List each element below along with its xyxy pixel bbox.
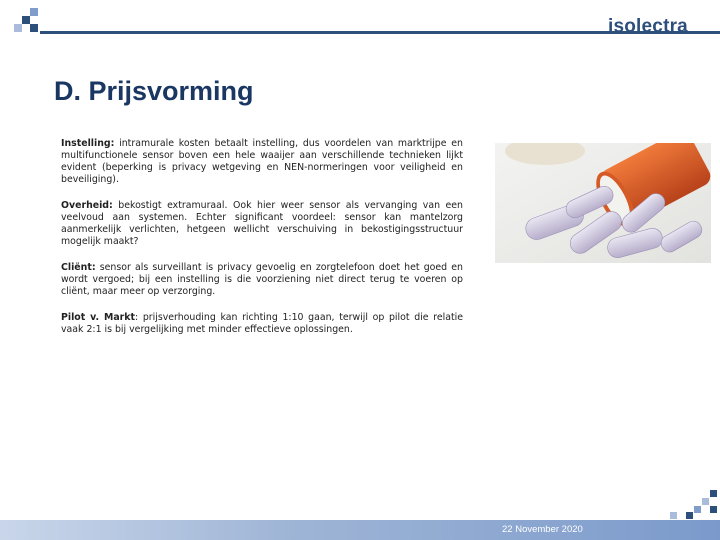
- footer-date: 22 November 2020: [502, 524, 583, 535]
- deco-square: [694, 506, 701, 513]
- deco-square: [702, 498, 709, 505]
- paragraph-label: Overheid:: [61, 200, 113, 211]
- paragraph-label: Pilot v. Markt: [61, 312, 136, 323]
- deco-square: [710, 506, 717, 513]
- slide-body: [61, 138, 463, 350]
- slide-title: D. Prijsvorming: [54, 76, 254, 106]
- footer-bar: [0, 520, 720, 540]
- deco-square: [22, 16, 30, 24]
- deco-square: [686, 512, 693, 519]
- paragraph-pilot: [61, 312, 463, 336]
- deco-square: [30, 24, 38, 32]
- paragraph-instelling: [61, 138, 463, 186]
- paragraph-label: Cliënt:: [61, 262, 96, 273]
- pills-photo: [495, 143, 711, 263]
- deco-square: [670, 512, 677, 519]
- paragraph-overheid: [61, 200, 463, 248]
- paragraph-text: : prijsverhouding kan richting 1:10 gaan, terwijl op pilot die relatie vaak 2:1 is bij vergelijking met minder effectieve oplossingen.: [61, 312, 464, 335]
- paragraph-text: sensor als surveillant is privacy gevoelig en zorgtelefoon doet het goed en wordt vergoed; bij een instelling is die voorziening niet direct terug te voeren op cliënt, maar meer op verzorging.: [61, 262, 463, 297]
- deco-square: [14, 24, 22, 32]
- deco-square: [710, 490, 717, 497]
- brand-logo: isolectra: [608, 16, 688, 37]
- paragraph-client: [61, 262, 463, 298]
- paragraph-text: intramurale kosten betaalt instelling, dus voordelen van marktrijpe en multifunctionele sensor boven een hele waaijer aan verschillende technieken lijkt evident (beperking is privacy wetgeving en NEN-normeringen voor veiligheid en beveiliging).: [61, 138, 463, 185]
- deco-square: [30, 8, 38, 16]
- paragraph-text: bekostigt extramuraal. Ook hier weer sensor als vervanging van een veelvoud aan systemen. Echter significant voordeel: sensor kan mantelzorg aanmerkelijk verlichten, hetgeen wellicht verschuiving in bekostigingsstructuur mogelijk maakt?: [61, 200, 463, 247]
- paragraph-label: Instelling:: [61, 138, 115, 149]
